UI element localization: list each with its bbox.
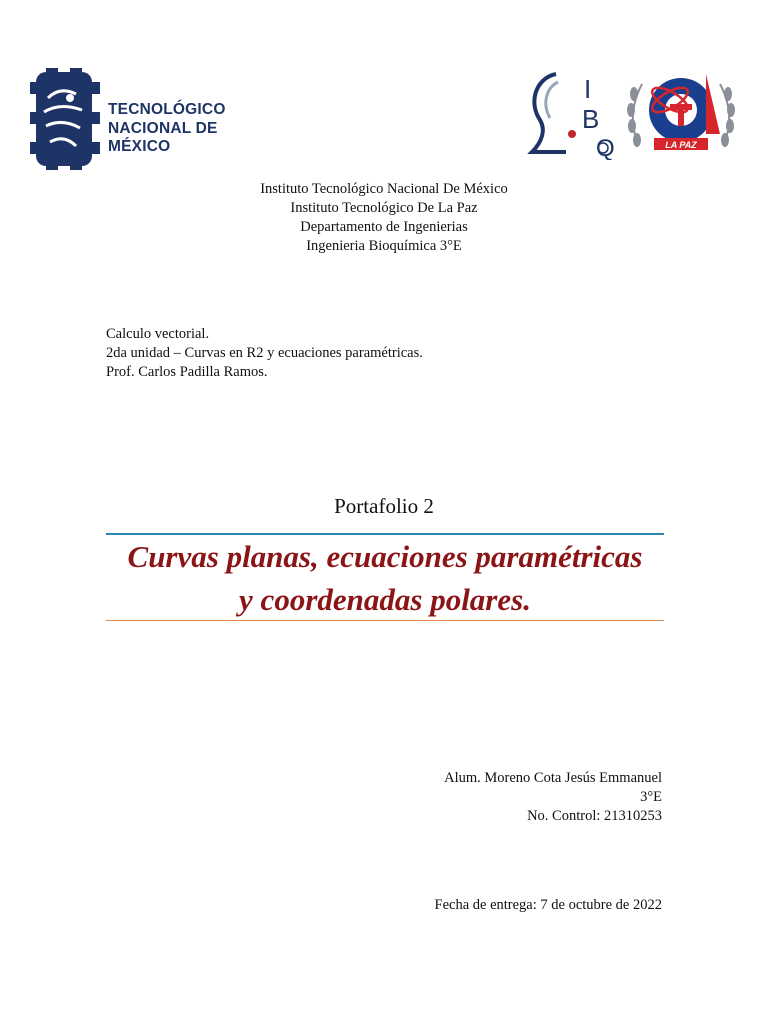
document-title bbox=[106, 535, 664, 621]
ibq-letter-b: B bbox=[582, 104, 600, 134]
portfolio-label: Portafolio 2 bbox=[334, 494, 434, 518]
tecnm-gear-icon bbox=[30, 68, 100, 170]
ibq-letter-i: I bbox=[584, 74, 592, 104]
course-professor: Prof. Carlos Padilla Ramos. bbox=[106, 364, 268, 380]
program-name: Ingenieria Bioquímica 3°E bbox=[306, 238, 462, 254]
course-unit: 2da unidad – Curvas en R2 y ecuaciones paramétricas. bbox=[106, 345, 423, 361]
department-name: Departamento de Ingenierias bbox=[300, 219, 468, 235]
ibq-letter-q: Q bbox=[596, 135, 615, 160]
tecnm-wordmark-line1: TECNOLÓGICO bbox=[108, 101, 226, 118]
student-info bbox=[444, 769, 662, 826]
title-line-1: Curvas planas, ecuaciones paramétricas bbox=[127, 539, 643, 574]
institution-header bbox=[0, 180, 768, 256]
course-info bbox=[106, 325, 423, 382]
ibq-logo bbox=[526, 68, 620, 160]
student-name: Alum. Moreno Cota Jesús Emmanuel bbox=[444, 770, 662, 786]
tecnm-wordmark-line2: NACIONAL DE MÉXICO bbox=[108, 120, 218, 155]
tecnm-logo bbox=[30, 68, 270, 172]
title-bottom-rule bbox=[106, 620, 664, 621]
due-date: Fecha de entrega: 7 de octubre de 2022 bbox=[434, 897, 662, 913]
student-control-number: No. Control: 21310253 bbox=[527, 808, 662, 824]
campus-name: Instituto Tecnológico De La Paz bbox=[290, 200, 478, 216]
institution-name: Instituto Tecnológico Nacional De México bbox=[260, 181, 508, 197]
itlp-logo bbox=[624, 64, 738, 164]
course-subject: Calculo vectorial. bbox=[106, 326, 210, 342]
instituto-la-paz-emblem-icon bbox=[624, 64, 738, 164]
bioquimica-emblem-icon bbox=[526, 68, 620, 160]
student-group: 3°E bbox=[640, 789, 662, 805]
title-line-2: y coordenadas polares. bbox=[239, 582, 531, 617]
itlp-badge-text: LA PAZ bbox=[665, 140, 697, 150]
